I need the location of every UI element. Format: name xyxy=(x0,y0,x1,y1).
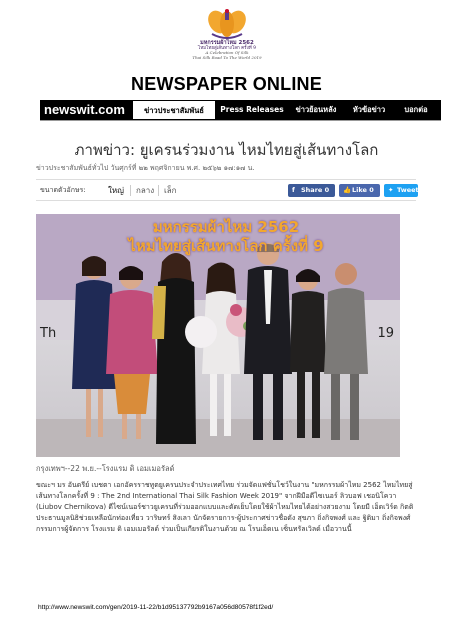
nav-item-press-th[interactable]: ข่าวประชาสัมพันธ์ xyxy=(132,100,216,120)
font-size-medium[interactable]: กลาง xyxy=(136,186,155,195)
main-navigation xyxy=(40,100,441,120)
nav-item-share[interactable]: บอกต่อ xyxy=(404,105,428,114)
logo-title: มหกรรมผ้าไหม 2562 xyxy=(200,40,254,46)
divider xyxy=(158,185,159,196)
nav-item-headlines[interactable]: หัวข้อข่าว xyxy=(352,105,386,114)
font-size-small[interactable]: เล็ก xyxy=(164,186,177,195)
divider xyxy=(130,185,131,196)
logo-tagline-2: Thai Silk Road To The World 2019 xyxy=(192,54,262,60)
font-size-large[interactable]: ใหญ่ xyxy=(108,186,124,195)
facebook-share-button[interactable]: f Share 0 xyxy=(288,184,335,197)
article-body: ขณะฯ มร อันดรีย์ เบชตา เอกอัครราชทูตยูเครนประจำประเทศไทย ร่วมจัดแฟชั่นโชว์ในงาน "มหกรรมผ้าไหม 2562 ไหมไทยสู่เส้นทางโลกครั้งที่ 9 : The 2nd International Thai Silk Fashion Week 2019" จากฝีมือดีไซเนอร์ ลิวบอฟ เชอนิโควา (Liubov Chernikova) ดีไซน์เนอร์ชาวยูเครนที่ร่วมออกแบบและตัดเย็บโดยใช้ผ้าไหมไทยได้อย่างสวยงาม โดยมี เอ็ดเวิร์ด กิตติ ประธานมูลนิธิช่วยเหลือนักท่องเที่ยว วาริษทร์ สิงเลา นักจัดรายการ-ผู้ประกาศข่าวชื่อดัง สุขภา ถิ่งกิจพงศ์ และ ฐิติมา ถิ่งกิจพงศ์ กรรมการผู้จัดการ โรงแรม ดิ เอมเมอรัลด์ ร่วมเป็นเกียรติในงานด้วย ณ โรนเอ็ดเน เซ็นทรัลเวิลด์ เมื่อวานนี้ xyxy=(36,481,414,533)
nav-item-press-releases[interactable]: Press Releases xyxy=(220,105,284,114)
tweet-button[interactable]: ✦ Tweet xyxy=(384,184,418,197)
article-toolbar xyxy=(36,179,419,201)
nav-brand-link[interactable]: newswit.com xyxy=(44,102,125,117)
banner-fragment-right: 19 xyxy=(377,326,394,341)
article-headline: ภาพข่าว: ยูเครนร่วมงาน ไหมไทยสู่เส้นทางโลก xyxy=(74,141,379,159)
thumbs-up-icon: 👍 xyxy=(343,186,352,194)
nav-item-archive[interactable]: ข่าวย้อนหลัง xyxy=(295,105,337,114)
source-url: http://www.newswit.com/gen/2019-11-22/b1d95137792b9167a056d80578f1f2ed/ xyxy=(38,604,274,611)
article-photo xyxy=(36,214,400,457)
photo-caption: กรุงเทพฯ--22 พ.ย.--โรงแรม ดิ เอมเมอรัลด์ xyxy=(36,464,175,473)
twitter-icon: ✦ xyxy=(388,186,394,194)
newspaper-title: NEWSPAPER ONLINE xyxy=(131,74,322,94)
banner-fragment-left: Th xyxy=(40,326,57,341)
site-logo xyxy=(186,8,268,70)
logo-tagline: A Celebration Of Silk xyxy=(205,50,249,56)
article-meta: ข่าวประชาสัมพันธ์ทั่วไป วันศุกร์ที่ ๒๒ พฤศจิกายน พ.ศ. ๒๕๖๒ ๑๗:๑๗ น. xyxy=(36,164,255,172)
event-banner: มหกรรมผ้าไหม 2562 ไหมไทยสู่เส้นทางโลก ครั้งที่ 9 xyxy=(128,218,324,255)
facebook-like-button[interactable]: 👍Like 0 xyxy=(339,184,380,197)
nav-divider xyxy=(40,120,441,121)
facebook-icon: f xyxy=(292,186,295,194)
royal-emblem-flower-icon xyxy=(204,8,250,40)
font-size-label: ขนาดตัวอักษร: xyxy=(40,186,86,194)
logo-subtitle: ไหมไทยสู่เส้นทางโลก ครั้งที่ 9 xyxy=(197,45,257,51)
